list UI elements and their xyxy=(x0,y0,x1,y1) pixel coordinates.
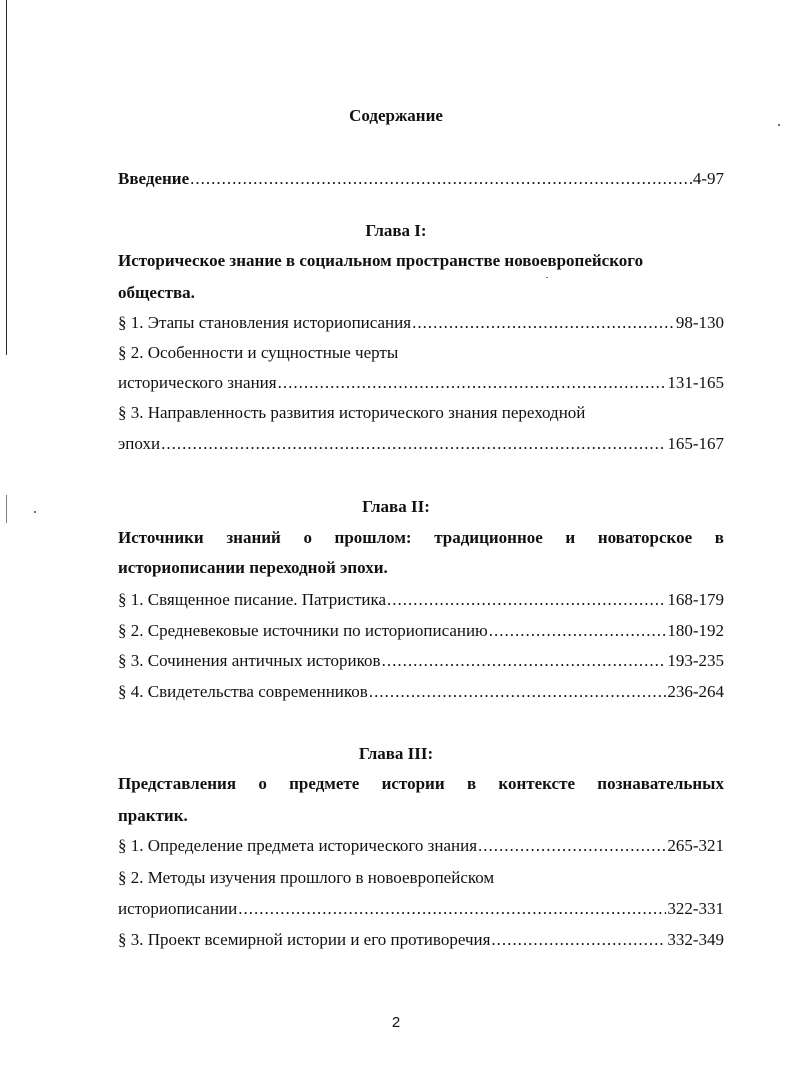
toc-entry-pages: 332-349 xyxy=(667,930,724,949)
toc-entry-ch3-s3[interactable] xyxy=(118,929,724,951)
dot-leader xyxy=(382,650,667,672)
toc-entry-label: § 1. Священное писание. Патристика xyxy=(118,590,387,609)
chapter-2-title-cont: историописании переходной эпохи. xyxy=(118,558,388,577)
dot-leader xyxy=(478,835,666,857)
toc-entry-pages: 193-235 xyxy=(667,651,724,670)
toc-entry-label: § 4. Свидетельства современников xyxy=(118,682,368,701)
toc-entry-pages: 180-192 xyxy=(667,621,724,640)
chapter-3-heading: Глава III: xyxy=(358,744,434,763)
toc-entry-ch3-s2-label[interactable]: § 2. Методы изучения прошлого в новоевропейском xyxy=(118,868,495,887)
title-word: знаний xyxy=(226,528,281,547)
toc-entry-label: исторического знания xyxy=(118,373,277,392)
title-word: познавательных xyxy=(597,774,724,793)
scan-speck xyxy=(546,277,548,278)
title-word: и xyxy=(565,528,576,547)
toc-entry-ch2-s3[interactable] xyxy=(118,650,724,672)
toc-entry-intro[interactable] xyxy=(118,168,724,190)
toc-entry-ch2-s4[interactable] xyxy=(118,681,724,703)
title-word: о xyxy=(258,774,267,793)
title-word: истории xyxy=(381,774,445,793)
title-word: прошлом: xyxy=(334,528,412,547)
dot-leader xyxy=(489,620,667,642)
chapter-2-heading: Глава II: xyxy=(362,497,430,516)
toc-entry-pages: 265-321 xyxy=(667,836,724,855)
dot-leader xyxy=(369,681,666,703)
title-word: новаторское xyxy=(597,528,693,547)
dot-leader xyxy=(387,589,666,611)
toc-entry-pages: 236-264 xyxy=(667,682,724,701)
toc-entry-ch3-s1[interactable] xyxy=(118,835,724,857)
toc-entry-pages: 4-97 xyxy=(692,169,724,188)
toc-entry-pages: 165-167 xyxy=(667,434,724,453)
toc-entry-label: эпохи xyxy=(118,434,161,453)
toc-entry-ch1-s2-label[interactable]: § 2. Особенности и сущностные черты xyxy=(118,343,399,362)
dot-leader xyxy=(161,433,666,455)
dot-leader xyxy=(238,898,666,920)
dot-leader xyxy=(278,372,667,394)
toc-entry-pages: 131-165 xyxy=(667,373,724,392)
title-word: традиционное xyxy=(434,528,543,547)
title-word: контексте xyxy=(498,774,575,793)
toc-entry-ch1-s3-label[interactable]: § 3. Направленность развития исторического знания переходной xyxy=(118,403,586,422)
title-word: предмете xyxy=(289,774,360,793)
toc-entry-label: § 2. Средневековые источники по историописанию xyxy=(118,621,488,640)
title-word: в xyxy=(466,774,477,793)
chapter-1-heading: Глава I: xyxy=(365,221,427,240)
toc-entry-pages: 98-130 xyxy=(675,313,724,332)
scan-margin-line xyxy=(6,0,7,355)
toc-entry-label: историописании xyxy=(118,899,238,918)
title-word: Представления xyxy=(118,774,237,793)
toc-entry-pages: 168-179 xyxy=(667,590,724,609)
toc-entry-label: § 1. Этапы становления историописания xyxy=(118,313,412,332)
chapter-1-title: Историческое знание в социальном пространстве новоевропейского xyxy=(118,251,644,270)
page-number: 2 xyxy=(391,1014,401,1031)
dot-leader xyxy=(491,929,666,951)
toc-entry-label: Введение xyxy=(118,169,190,188)
toc-entry-ch1-s2[interactable] xyxy=(118,372,724,394)
chapter-3-title-cont: практик. xyxy=(118,806,188,825)
toc-entry-ch2-s1[interactable] xyxy=(118,589,724,611)
title-word: Источники xyxy=(118,528,204,547)
chapter-3-title xyxy=(118,773,724,795)
toc-entry-ch2-s2[interactable] xyxy=(118,620,724,642)
dot-leader xyxy=(412,312,675,334)
chapter-2-title xyxy=(118,527,724,549)
chapter-1-title-cont: общества. xyxy=(118,283,195,302)
toc-entry-ch1-s1[interactable] xyxy=(118,312,724,334)
toc-entry-ch1-s3[interactable] xyxy=(118,433,724,455)
toc-entry-label: § 3. Проект всемирной истории и его противоречия xyxy=(118,930,491,949)
toc-entry-pages: 322-331 xyxy=(667,899,724,918)
title-word: о xyxy=(303,528,312,547)
dot-leader xyxy=(190,168,692,190)
toc-entry-label: § 1. Определение предмета исторического знания xyxy=(118,836,478,855)
title-word: в xyxy=(714,528,724,547)
toc-title: Содержание xyxy=(349,106,443,125)
toc-entry-label: § 3. Сочинения античных историков xyxy=(118,651,381,670)
toc-entry-ch3-s2[interactable] xyxy=(118,898,724,920)
